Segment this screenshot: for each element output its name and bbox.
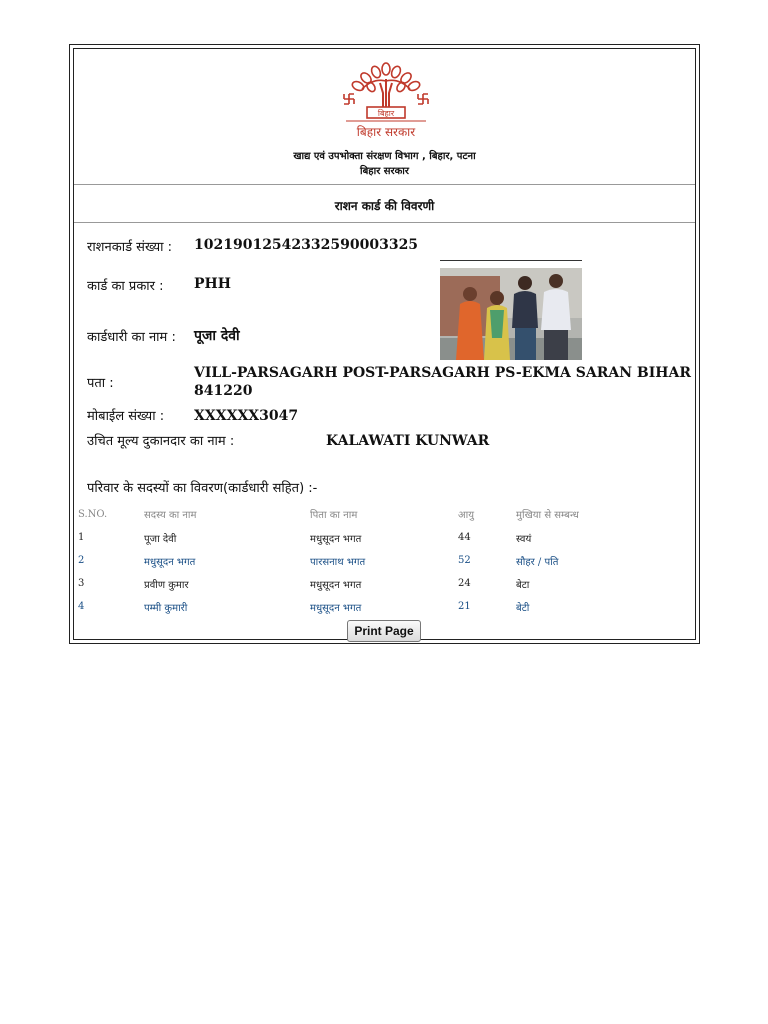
table-cell: पारसनाथ भगत — [310, 556, 366, 568]
section-title: राशन कार्ड की विवरणी — [334, 199, 435, 213]
ration-card-document — [69, 44, 700, 644]
family-members-table — [78, 503, 688, 618]
table-cell: स्वयं — [516, 533, 532, 545]
table-cell: मधुसूदन भगत — [144, 556, 196, 568]
table-cell: मधुसूदन भगत — [310, 579, 362, 591]
table-cell: बेटा — [516, 579, 530, 591]
table-row — [78, 526, 688, 549]
address: VILL-PARSAGARH POST-PARSAGARH PS-EKMA SARAN BIHAR 841220 — [194, 365, 691, 399]
fair-price-dealer-label: उचित मूल्य दुकानदार का नाम : — [87, 434, 235, 449]
table-cell: पम्मी कुमारी — [144, 602, 188, 614]
mobile-number-label: मोबाईल संख्या : — [87, 409, 165, 424]
table-row — [78, 549, 688, 572]
table-cell: प्रवीण कुमार — [144, 579, 189, 591]
mobile-number: XXXXXX3047 — [194, 408, 299, 424]
table-cell: बेटी — [516, 602, 530, 614]
divider — [74, 184, 695, 185]
ration-card-frame — [73, 48, 696, 640]
department-name: खाद्य एवं उपभोक्ता संरक्षण विभाग , बिहार, पटना — [293, 151, 476, 162]
card-holder-name: पूजा देवी — [194, 328, 240, 344]
table-cell: 21 — [458, 601, 471, 612]
table-cell: 2 — [78, 555, 85, 566]
card-type-label: कार्ड का प्रकार : — [87, 279, 164, 294]
svg-text:बिहार सरकार: बिहार सरकार — [356, 125, 416, 139]
table-cell: मधुसूदन भगत — [310, 533, 362, 545]
fair-price-dealer-name: KALAWATI KUNWAR — [326, 433, 490, 449]
family-photo — [440, 268, 582, 360]
address-label: पता : — [87, 376, 114, 391]
table-cell: मधुसूदन भगत — [310, 602, 362, 614]
table-cell: 3 — [78, 578, 85, 589]
table-row — [78, 595, 688, 618]
card-type: PHH — [194, 276, 231, 292]
table-cell: 24 — [458, 578, 471, 589]
column-header: S.NO. — [78, 508, 108, 520]
table-header-row — [78, 503, 688, 526]
table-cell: पूजा देवी — [144, 533, 177, 545]
column-header: मुखिया से सम्बन्ध — [516, 510, 579, 521]
table-row — [78, 572, 688, 595]
ration-card-number: 10219012542332590003325 — [194, 237, 419, 253]
divider — [74, 222, 695, 223]
card-holder-name-label: कार्डधारी का नाम : — [87, 330, 176, 345]
table-cell: 52 — [458, 555, 471, 566]
table-cell: सौहर / पति — [516, 556, 559, 568]
family-members-heading: परिवार के सदस्यों का विवरण(कार्डधारी सहित) :- — [87, 481, 318, 496]
column-header: आयु — [458, 510, 475, 521]
government-name: बिहार सरकार — [360, 166, 409, 177]
bihar-government-emblem-icon — [336, 59, 436, 141]
table-cell: 4 — [78, 601, 85, 612]
table-cell: 1 — [78, 532, 85, 543]
ration-card-number-label: राशनकार्ड संख्या : — [87, 240, 172, 255]
column-header: पिता का नाम — [310, 510, 358, 521]
svg-text:बिहार: बिहार — [377, 109, 395, 118]
divider — [440, 260, 582, 261]
print-page-button[interactable]: Print Page — [347, 620, 421, 642]
table-cell: 44 — [458, 532, 471, 543]
column-header: सदस्य का नाम — [144, 510, 197, 521]
